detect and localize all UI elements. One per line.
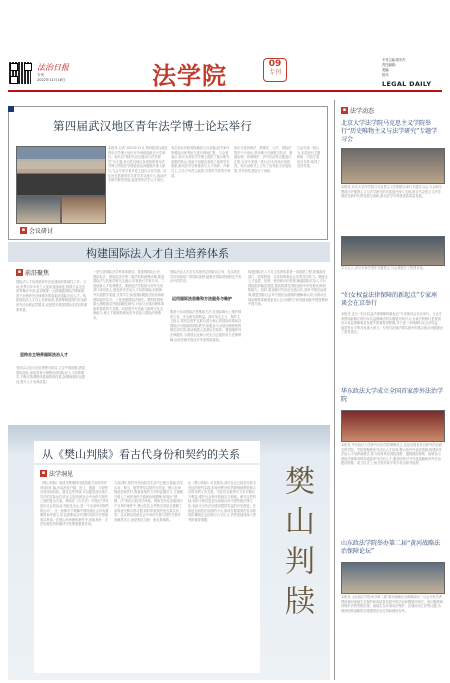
sidebar-item-text: 本报讯 近日,“妇女权益法律保障的新起点”专家座谈会在京举行。与会专家围绕新修订的妇女权益保障法的实施展开研讨,认为该法的修订是我国妇女权益保障事业发展中的重要里程碑,对于进一步保障妇女合法权益、促进男女平等具有重大意义。专家们还就法律实施中的重点难点问题提出了意见建议。 (341, 312, 443, 335)
sidebar-item-text: 本报讯 华东政法大学涉外法治学院揭牌成立,这是全国首家以涉外法治命名的学院。学院将聚焦涉外法治人才培养,整合校内外优质资源,构建涉外法治人才培养新模式,着力培养具有国际视野、通晓国际规则、能够参与国际法律事务的高素质涉外法治人才,服务国家对外开放战略和涉外法治建设需要。成立仪式上,相关领导和专家学者出席并致辞。 (341, 443, 442, 466)
edition-label: 专刊 (37, 73, 44, 77)
sidebar-item-photo (341, 148, 445, 184)
qr-corner (24, 63, 32, 71)
section-tag-frontier (16, 268, 49, 277)
article-headline: 构建国际法人才自主培养体系 (86, 247, 229, 260)
section-tag-conference (20, 226, 53, 235)
tag-marker-icon: ▪ (342, 107, 347, 113)
issue-label: 专刊 (268, 69, 281, 76)
article-body-text: 本报讯 记者 2022年11月,第四届武汉地区青年法学博士论坛在中南财经政法大学举行。论坛以“新时代法治建设与法学研究”为主题,来自武汉地区各高校的青年法学博士围绕法学理论前沿问题展开深入研讨,与会专家学者对论文进行点评交流。论坛旨在搭建青年学者学术交流平台,推动法学研究繁荣发展,促进青年法学人才成长。 (108, 146, 168, 183)
article-body-text: 一是完善国际法学科体系建设。要加强国际公法、国际私法、国际经济法等二级学科的统筹协调,推进国际法与其他学科交叉融合,培育新兴学科方向。二是创新人才培养模式。要推进法学院校与涉外实务部门协同育人,建设涉外法治人才培养基地,拓展海外实践教学渠道,支持学生参加国际模拟法庭竞赛和国际组织实习。三是加强国际法研究。要围绕国家重大战略需求开展前瞻性研究,为参与全球治理体系改革提供智力支撑。四是提升外语能力和跨文化交流能力,使人才能够熟练运用外语参与国际法律事务。 (93, 270, 165, 320)
sidebar-item-text: 本报讯 山东政法学院举办第二届“黄河战略法治保障论坛”,与会专家学者围绕黄河流域生态保护和高质量发展中的法治问题展开研讨。论坛聚焦黄河保护法的贯彻实施、流域生态环境司法保护、区域协同立法等议题,为黄河国家战略的实施提供法治支持和理论参考。 (341, 595, 443, 613)
article-body-text: 本次论坛共收到投稿论文百余篇,经专家评审遴选出优秀论文进行现场汇报。与会者表示,论坛为青年法学博士提供了展示研究成果的机会,有助于加强各高校之间的学术联系,推动法学学科建设与人才培养。开幕式上,主办方负责人致辞,对青年学者寄予厚望。 (171, 146, 231, 178)
info-line: 校对: (382, 73, 390, 77)
section-title: 法学院 (152, 61, 227, 90)
info-line: 责任编辑: (382, 63, 396, 67)
sidebar-item-photo (341, 236, 445, 266)
section-tag-insight (40, 469, 73, 478)
sidebar-item-photo (341, 410, 445, 442)
sidebar-item-title: 北京大学法学院马克思主义学院举行“历史唯物主义与法学研究”专题学习会 (341, 120, 438, 143)
forum-meeting-photo (16, 196, 61, 224)
article-body-text: 国际法治人才应当具备坚定的政治立场、扎实的法学功底和宽广的国际视野,能够在国际规则制定中发出中国声音。 (170, 270, 242, 284)
qr-corner (10, 63, 18, 71)
issue-date: 2022年11月16日 (37, 78, 66, 82)
section-tag-label: 前沿聚焦 (25, 270, 50, 277)
info-line: 专刊主编:蒋安杰 (382, 58, 406, 62)
article-body-text: 从《樊山判牍》可以看出,清代社会已经存在较为发达的契约实践,但身份秩序依然深刻地塑造着人们的权利义务关系。司法官在裁判中力求平衡各方利益,维护社会秩序的稳定与和谐。研究这些判牍,有助于我们更加全面地认识中国传统法律文化,也能为当代法治建设提供有益的历史借鉴。在推进全面依法治国的今天,如何在尊重契约自由的同时兼顾社会伦理与公平正义,仍然是值得深入思考的重要课题。 (188, 481, 256, 522)
article-international-law (8, 240, 330, 415)
sidebar-item-photo (341, 562, 445, 594)
article-body-text: 与会代表一致认为,本届论坛主题鲜明、内容丰富、形式多样,取得了良好效果。 (297, 146, 323, 169)
issue-number: 09 (268, 59, 282, 69)
sidebar-item-title: 山东政法学院举办第二届“黄河战略法治保障论坛” (341, 540, 441, 555)
section-tag-label: 会议研讨 (29, 228, 54, 235)
article-fanshan (8, 425, 330, 680)
frame-corner (8, 106, 14, 112)
tag-marker-icon: ▪ (41, 470, 46, 476)
article-headline: 从《樊山判牍》看古代身份和契约的关系 (42, 448, 240, 461)
vertical-title: 樊山判牍 (279, 465, 314, 625)
tag-marker-icon: ▪ (17, 269, 22, 275)
article-body-text: 论坛分设民商法、刑事法、公法、国际法等多个分论坛,青年博士们就数字经济、数据治理、环境保护、涉外法治等议题进行汇报,点评专家逐一进行点评,现场讨论热烈。论坛闭幕式上公布了优秀论文评选结果,并对获奖者进行了表彰。 (234, 146, 293, 173)
forum-speaker-photo (61, 196, 106, 224)
article-subhead: 坚持自主培养国际法治人才 (20, 352, 68, 357)
sidebar (334, 100, 445, 680)
article-body-text: 坚持以习近平法治思想为指导,立足中国国情,借鉴国际经验,形成具有中国特色的国际法人才培养模式,不断完善课程体系和教材体系,加强师资队伍建设,提升人才培养质量。 (16, 366, 85, 384)
section-tag-label: 法学动态 (350, 108, 375, 115)
masthead-info (382, 58, 442, 78)
sidebar-item-text: 本报讯 北京大学法学院与马克思主义学院联合举行专题学习会,与会师生围绕历史唯物主义与法学研究的关系展开深入交流,探讨马克思主义法学理论在新时代的发展与创新,推动法学学科建设高质量发展。 (341, 185, 442, 199)
article-body-text: 与此同时,契约在民间经济生活中已相当普遍,田宅买卖、典当、借贷等均以契约为凭证。樊山在审理此类案件时,既重视契约文书的证据效力,又兼顾当事人之间的身份关系和伦理情理,体现出“情、理、法”相结合的司法风格。例如在涉及亲族间田产交易的案件中,樊山往往会考察交易是否遵循了亲族优先购买的习惯,同时审查契约是否真实有效。这反映出传统社会中身份关系与契约关系并非截然对立,而是相互交织、相互影响的。 (114, 481, 183, 522)
article-forum (8, 100, 330, 242)
info-line: 美编: (382, 68, 390, 72)
issue-number-badge (263, 58, 287, 82)
article-subhead: 运用国际法思维和方法服务与维护 (172, 296, 232, 301)
masthead (0, 0, 450, 92)
article-body-text: 《樊山判牍》是清末樊增祥任陕西地方官时所作判词的汇编,内容涉及户婚、田土、钱债、斗殴等各类民间纠纷。透过这些判牍,可以窥见清代地方司法的实际运作状况,以及传统社会中身份与契约之间的复杂关系。梅因在《古代法》中提出“所有进步社会的运动,到此处为止,是一个从身份到契约的运动”。这一论断对于理解中国传统社会具有重要的参考意义,但也需要结合中国的具体历史情境加以审视。在樊山所审理的案件中,家族身份、宗法伦理在纠纷解决中发挥着重要作用。 (40, 481, 109, 527)
qr-corner (10, 76, 18, 84)
section-tag-news (341, 106, 374, 115)
sidebar-item-title: “妇女权益法律保障的新起点”专家座谈会在京举行 (341, 292, 438, 307)
forum-group-photo (16, 146, 106, 196)
vertical-title-banner (270, 465, 322, 665)
sidebar-item-text: 学习会上,多位专家学者作专题发言,与会者进行了热烈讨论。 (341, 266, 426, 270)
tag-marker-icon: ▪ (21, 227, 26, 233)
section-tag-label: 法学洞见 (49, 471, 74, 478)
article-body-text: 构建国际法人才自主培养体系是一项系统工程,需要政府部门、高等院校、实务机构和社会各界共同努力。要健全人才选拔、培养、使用和评价机制,畅通国际法治人才向国际组织输送渠道,提高我国在国际组织中的任职比例和影响力。同时,要加强对外法治交流合作,讲好中国法治故事,增进国际社会对中国法治道路的理解和认同,为推动全球治理体系朝着更加公正合理的方向发展贡献中国智慧和中国方案。 (248, 270, 328, 307)
paper-name: 法治日报 (37, 63, 69, 72)
article-body-text: 国际法人才培养是涉外法治建设的基础性工作。当前,世界百年未有之大变局加速演进,我国日益走近世界舞台中央,迫切需要一大批精通国际法律规则、善于处理涉外法律事务的高素质国际法治人才。构建国际法人才自主培养体系,是统筹推进国内法治和涉外法治的必然要求,也是提升我国国际话语权的重要举措。 (16, 280, 88, 312)
sidebar-item-title: 华东政法大学成立全国首家涉外法治学院 (341, 388, 444, 403)
article-body-text: 要善于运用国际法思维和方法,在国际舞台上维护国家主权、安全和发展利益。面对单边主义、保护主义抬头,要坚定维护以联合国为核心的国际体系和以国际法为基础的国际秩序,积极参与全球治理规则的制定和完善,推动构建人类命运共同体。要加强涉外法律服务,为我国企业和公民走出去提供有力法律保障,运用法律手段应对外部风险挑战。 (170, 310, 242, 342)
legal-daily-label: LEGAL DAILY (382, 80, 432, 88)
masthead-rule (8, 90, 442, 92)
article-headline: 第四届武汉地区青年法学博士论坛举行 (53, 119, 252, 133)
